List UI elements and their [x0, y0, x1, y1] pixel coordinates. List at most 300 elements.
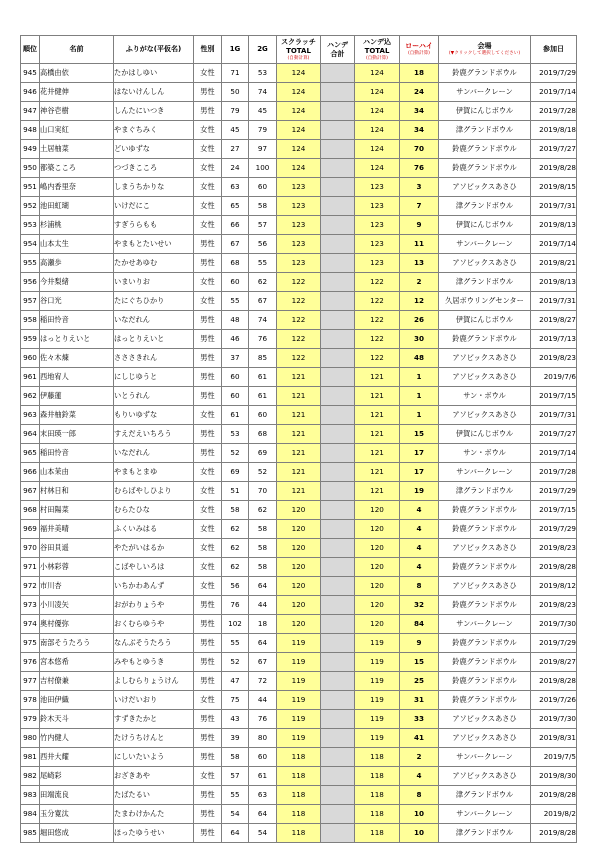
- game1-cell[interactable]: 62: [222, 558, 249, 577]
- game1-cell[interactable]: 58: [222, 748, 249, 767]
- handicap-cell[interactable]: [321, 330, 355, 349]
- handicap-cell[interactable]: [321, 482, 355, 501]
- game2-cell[interactable]: 44: [249, 691, 277, 710]
- gender-cell[interactable]: 男性: [194, 444, 222, 463]
- game2-cell[interactable]: 76: [249, 710, 277, 729]
- game2-cell[interactable]: 58: [249, 197, 277, 216]
- handicap-cell[interactable]: [321, 273, 355, 292]
- game1-cell[interactable]: 45: [222, 121, 249, 140]
- name-cell[interactable]: 末田瑛一郎: [40, 425, 114, 444]
- venue-select-cell[interactable]: 鈴鹿グランドボウル: [439, 653, 531, 672]
- game2-cell[interactable]: 62: [249, 273, 277, 292]
- date-cell[interactable]: 2019/8/23: [531, 539, 577, 558]
- game1-cell[interactable]: 53: [222, 425, 249, 444]
- game1-cell[interactable]: 67: [222, 235, 249, 254]
- handicap-cell[interactable]: [321, 140, 355, 159]
- gender-cell[interactable]: 男性: [194, 634, 222, 653]
- name-cell[interactable]: 鈴木天斗: [40, 710, 114, 729]
- game2-cell[interactable]: 58: [249, 520, 277, 539]
- gender-cell[interactable]: 男性: [194, 349, 222, 368]
- kana-cell[interactable]: ほったゆうせい: [114, 824, 194, 843]
- handicap-cell[interactable]: [321, 672, 355, 691]
- game2-cell[interactable]: 56: [249, 235, 277, 254]
- name-cell[interactable]: 市川杏: [40, 577, 114, 596]
- name-cell[interactable]: 尾崎彩: [40, 767, 114, 786]
- venue-select-cell[interactable]: 鈴鹿グランドボウル: [439, 159, 531, 178]
- game2-cell[interactable]: 45: [249, 102, 277, 121]
- name-cell[interactable]: 都築こころ: [40, 159, 114, 178]
- game2-cell[interactable]: 79: [249, 121, 277, 140]
- name-cell[interactable]: 宮本悠希: [40, 653, 114, 672]
- game1-cell[interactable]: 24: [222, 159, 249, 178]
- game1-cell[interactable]: 71: [222, 64, 249, 83]
- date-cell[interactable]: 2019/8/31: [531, 729, 577, 748]
- game2-cell[interactable]: 60: [249, 178, 277, 197]
- venue-select-cell[interactable]: 鈴鹿グランドボウル: [439, 330, 531, 349]
- game1-cell[interactable]: 43: [222, 710, 249, 729]
- game1-cell[interactable]: 58: [222, 501, 249, 520]
- date-cell[interactable]: 2019/7/31: [531, 197, 577, 216]
- gender-cell[interactable]: 男性: [194, 83, 222, 102]
- game1-cell[interactable]: 51: [222, 482, 249, 501]
- venue-select-cell[interactable]: 鈴鹿グランドボウル: [439, 558, 531, 577]
- venue-select-cell[interactable]: サン・ボウル: [439, 387, 531, 406]
- name-cell[interactable]: 山本太生: [40, 235, 114, 254]
- game1-cell[interactable]: 61: [222, 406, 249, 425]
- game2-cell[interactable]: 55: [249, 254, 277, 273]
- date-cell[interactable]: 2019/7/27: [531, 140, 577, 159]
- game2-cell[interactable]: 76: [249, 330, 277, 349]
- game2-cell[interactable]: 60: [249, 406, 277, 425]
- kana-cell[interactable]: たばたるい: [114, 786, 194, 805]
- kana-cell[interactable]: たかせあゆむ: [114, 254, 194, 273]
- gender-cell[interactable]: 男性: [194, 615, 222, 634]
- game1-cell[interactable]: 52: [222, 653, 249, 672]
- kana-cell[interactable]: しんたにいつき: [114, 102, 194, 121]
- kana-cell[interactable]: もりいゆずな: [114, 406, 194, 425]
- gender-cell[interactable]: 女性: [194, 558, 222, 577]
- gender-cell[interactable]: 男性: [194, 653, 222, 672]
- gender-cell[interactable]: 男性: [194, 368, 222, 387]
- venue-select-cell[interactable]: 伊賀にんじボウル: [439, 216, 531, 235]
- venue-select-cell[interactable]: 伊賀にんじボウル: [439, 102, 531, 121]
- game1-cell[interactable]: 37: [222, 349, 249, 368]
- name-cell[interactable]: 村田陽菜: [40, 501, 114, 520]
- name-cell[interactable]: 森井柚鈴菜: [40, 406, 114, 425]
- venue-select-cell[interactable]: 鈴鹿グランドボウル: [439, 634, 531, 653]
- handicap-cell[interactable]: [321, 444, 355, 463]
- game2-cell[interactable]: 54: [249, 824, 277, 843]
- handicap-cell[interactable]: [321, 349, 355, 368]
- venue-select-cell[interactable]: 鈴鹿グランドボウル: [439, 501, 531, 520]
- venue-select-cell[interactable]: 鈴鹿グランドボウル: [439, 672, 531, 691]
- kana-cell[interactable]: すずきたかと: [114, 710, 194, 729]
- game1-cell[interactable]: 60: [222, 387, 249, 406]
- venue-select-cell[interactable]: サンバークレーン: [439, 748, 531, 767]
- game1-cell[interactable]: 47: [222, 672, 249, 691]
- handicap-cell[interactable]: [321, 159, 355, 178]
- gender-cell[interactable]: 男性: [194, 311, 222, 330]
- handicap-cell[interactable]: [321, 83, 355, 102]
- date-cell[interactable]: 2019/7/26: [531, 691, 577, 710]
- handicap-cell[interactable]: [321, 653, 355, 672]
- kana-cell[interactable]: たけうちけんと: [114, 729, 194, 748]
- handicap-cell[interactable]: [321, 178, 355, 197]
- kana-cell[interactable]: にしいたいよう: [114, 748, 194, 767]
- game2-cell[interactable]: 18: [249, 615, 277, 634]
- handicap-cell[interactable]: [321, 748, 355, 767]
- game2-cell[interactable]: 58: [249, 539, 277, 558]
- date-cell[interactable]: 2019/8/30: [531, 767, 577, 786]
- date-cell[interactable]: 2019/8/13: [531, 273, 577, 292]
- name-cell[interactable]: 小川凌矢: [40, 596, 114, 615]
- gender-cell[interactable]: 女性: [194, 577, 222, 596]
- kana-cell[interactable]: やたがいはるか: [114, 539, 194, 558]
- game2-cell[interactable]: 64: [249, 805, 277, 824]
- handicap-cell[interactable]: [321, 235, 355, 254]
- gender-cell[interactable]: 女性: [194, 406, 222, 425]
- name-cell[interactable]: 嶋内香里奈: [40, 178, 114, 197]
- gender-cell[interactable]: 男性: [194, 824, 222, 843]
- gender-cell[interactable]: 男性: [194, 254, 222, 273]
- game2-cell[interactable]: 100: [249, 159, 277, 178]
- game1-cell[interactable]: 50: [222, 83, 249, 102]
- game2-cell[interactable]: 70: [249, 482, 277, 501]
- venue-select-cell[interactable]: 津グランドボウル: [439, 482, 531, 501]
- handicap-cell[interactable]: [321, 216, 355, 235]
- name-cell[interactable]: 神谷壱樹: [40, 102, 114, 121]
- game2-cell[interactable]: 53: [249, 64, 277, 83]
- kana-cell[interactable]: おくむらゆうや: [114, 615, 194, 634]
- name-cell[interactable]: 奥村優弥: [40, 615, 114, 634]
- venue-select-cell[interactable]: アソビックスあさひ: [439, 539, 531, 558]
- kana-cell[interactable]: むらたひな: [114, 501, 194, 520]
- kana-cell[interactable]: いけだにこ: [114, 197, 194, 216]
- gender-cell[interactable]: 女性: [194, 159, 222, 178]
- game1-cell[interactable]: 62: [222, 539, 249, 558]
- handicap-cell[interactable]: [321, 254, 355, 273]
- kana-cell[interactable]: やまぐちみく: [114, 121, 194, 140]
- game1-cell[interactable]: 68: [222, 254, 249, 273]
- gender-cell[interactable]: 女性: [194, 64, 222, 83]
- name-cell[interactable]: 池田伊織: [40, 691, 114, 710]
- name-cell[interactable]: 西地宥人: [40, 368, 114, 387]
- game1-cell[interactable]: 39: [222, 729, 249, 748]
- handicap-cell[interactable]: [321, 102, 355, 121]
- venue-select-cell[interactable]: 伊賀にんじボウル: [439, 311, 531, 330]
- game1-cell[interactable]: 62: [222, 520, 249, 539]
- kana-cell[interactable]: よしむらりょうけん: [114, 672, 194, 691]
- handicap-cell[interactable]: [321, 311, 355, 330]
- date-cell[interactable]: 2019/8/27: [531, 653, 577, 672]
- date-cell[interactable]: 2019/8/12: [531, 577, 577, 596]
- date-cell[interactable]: 2019/8/21: [531, 254, 577, 273]
- gender-cell[interactable]: 女性: [194, 539, 222, 558]
- game1-cell[interactable]: 60: [222, 273, 249, 292]
- kana-cell[interactable]: にしじゆうと: [114, 368, 194, 387]
- venue-select-cell[interactable]: 津グランドボウル: [439, 121, 531, 140]
- gender-cell[interactable]: 女性: [194, 140, 222, 159]
- date-cell[interactable]: 2019/7/31: [531, 406, 577, 425]
- handicap-cell[interactable]: [321, 292, 355, 311]
- handicap-cell[interactable]: [321, 634, 355, 653]
- game2-cell[interactable]: 97: [249, 140, 277, 159]
- venue-select-cell[interactable]: 鈴鹿グランドボウル: [439, 691, 531, 710]
- name-cell[interactable]: 南部そうたろう: [40, 634, 114, 653]
- game1-cell[interactable]: 46: [222, 330, 249, 349]
- game1-cell[interactable]: 66: [222, 216, 249, 235]
- kana-cell[interactable]: すえだえいちろう: [114, 425, 194, 444]
- date-cell[interactable]: 2019/8/28: [531, 824, 577, 843]
- date-cell[interactable]: 2019/7/30: [531, 615, 577, 634]
- handicap-cell[interactable]: [321, 710, 355, 729]
- date-cell[interactable]: 2019/7/31: [531, 292, 577, 311]
- handicap-cell[interactable]: [321, 368, 355, 387]
- gender-cell[interactable]: 女性: [194, 463, 222, 482]
- date-cell[interactable]: 2019/8/28: [531, 672, 577, 691]
- game1-cell[interactable]: 79: [222, 102, 249, 121]
- venue-select-cell[interactable]: サンバークレーン: [439, 805, 531, 824]
- gender-cell[interactable]: 男性: [194, 710, 222, 729]
- handicap-cell[interactable]: [321, 729, 355, 748]
- handicap-cell[interactable]: [321, 577, 355, 596]
- date-cell[interactable]: 2019/7/29: [531, 482, 577, 501]
- game2-cell[interactable]: 62: [249, 501, 277, 520]
- kana-cell[interactable]: いなだれん: [114, 311, 194, 330]
- game2-cell[interactable]: 72: [249, 672, 277, 691]
- game1-cell[interactable]: 52: [222, 444, 249, 463]
- kana-cell[interactable]: たにぐちひかり: [114, 292, 194, 311]
- name-cell[interactable]: 山本茉由: [40, 463, 114, 482]
- name-cell[interactable]: 西井大耀: [40, 748, 114, 767]
- handicap-cell[interactable]: [321, 197, 355, 216]
- name-cell[interactable]: 高瀬歩: [40, 254, 114, 273]
- game2-cell[interactable]: 64: [249, 577, 277, 596]
- date-cell[interactable]: 2019/7/28: [531, 463, 577, 482]
- date-cell[interactable]: 2019/8/28: [531, 786, 577, 805]
- kana-cell[interactable]: ふくいみはる: [114, 520, 194, 539]
- handicap-cell[interactable]: [321, 406, 355, 425]
- name-cell[interactable]: 高橋由依: [40, 64, 114, 83]
- game1-cell[interactable]: 55: [222, 634, 249, 653]
- venue-select-cell[interactable]: アソビックスあさひ: [439, 577, 531, 596]
- gender-cell[interactable]: 男性: [194, 748, 222, 767]
- name-cell[interactable]: 谷口光: [40, 292, 114, 311]
- gender-cell[interactable]: 男性: [194, 672, 222, 691]
- venue-select-cell[interactable]: アソビックスあさひ: [439, 178, 531, 197]
- game2-cell[interactable]: 60: [249, 748, 277, 767]
- date-cell[interactable]: 2019/8/13: [531, 216, 577, 235]
- kana-cell[interactable]: いまいりお: [114, 273, 194, 292]
- game1-cell[interactable]: 64: [222, 824, 249, 843]
- kana-cell[interactable]: はないけんしん: [114, 83, 194, 102]
- game2-cell[interactable]: 74: [249, 83, 277, 102]
- date-cell[interactable]: 2019/7/14: [531, 83, 577, 102]
- game1-cell[interactable]: 102: [222, 615, 249, 634]
- venue-select-cell[interactable]: 鈴鹿グランドボウル: [439, 64, 531, 83]
- name-cell[interactable]: 花井健伸: [40, 83, 114, 102]
- name-cell[interactable]: 伊藤蓮: [40, 387, 114, 406]
- game2-cell[interactable]: 80: [249, 729, 277, 748]
- handicap-cell[interactable]: [321, 691, 355, 710]
- venue-select-cell[interactable]: 津グランドボウル: [439, 273, 531, 292]
- date-cell[interactable]: 2019/7/15: [531, 387, 577, 406]
- name-cell[interactable]: 田端流良: [40, 786, 114, 805]
- venue-select-cell[interactable]: アソビックスあさひ: [439, 710, 531, 729]
- gender-cell[interactable]: 男性: [194, 729, 222, 748]
- date-cell[interactable]: 2019/8/18: [531, 121, 577, 140]
- venue-select-cell[interactable]: サン・ボウル: [439, 444, 531, 463]
- gender-cell[interactable]: 女性: [194, 292, 222, 311]
- date-cell[interactable]: 2019/8/2: [531, 805, 577, 824]
- handicap-cell[interactable]: [321, 786, 355, 805]
- kana-cell[interactable]: つづきこころ: [114, 159, 194, 178]
- name-cell[interactable]: 福井美晴: [40, 520, 114, 539]
- date-cell[interactable]: 2019/7/6: [531, 368, 577, 387]
- game1-cell[interactable]: 27: [222, 140, 249, 159]
- kana-cell[interactable]: はっとりえいと: [114, 330, 194, 349]
- game2-cell[interactable]: 67: [249, 653, 277, 672]
- venue-select-cell[interactable]: 久居ボウリングセンター: [439, 292, 531, 311]
- kana-cell[interactable]: やまもとたいせい: [114, 235, 194, 254]
- gender-cell[interactable]: 男性: [194, 596, 222, 615]
- venue-select-cell[interactable]: アソビックスあさひ: [439, 729, 531, 748]
- date-cell[interactable]: 2019/7/14: [531, 235, 577, 254]
- name-cell[interactable]: 土居柚菜: [40, 140, 114, 159]
- name-cell[interactable]: 谷田貝遥: [40, 539, 114, 558]
- date-cell[interactable]: 2019/7/29: [531, 64, 577, 83]
- handicap-cell[interactable]: [321, 387, 355, 406]
- game2-cell[interactable]: 64: [249, 634, 277, 653]
- kana-cell[interactable]: いけだいおり: [114, 691, 194, 710]
- handicap-cell[interactable]: [321, 824, 355, 843]
- date-cell[interactable]: 2019/7/27: [531, 425, 577, 444]
- game1-cell[interactable]: 63: [222, 178, 249, 197]
- name-cell[interactable]: 山口実紅: [40, 121, 114, 140]
- venue-select-cell[interactable]: アソビックスあさひ: [439, 368, 531, 387]
- gender-cell[interactable]: 女性: [194, 273, 222, 292]
- name-cell[interactable]: 今井梨緒: [40, 273, 114, 292]
- handicap-cell[interactable]: [321, 539, 355, 558]
- kana-cell[interactable]: しまうちかりな: [114, 178, 194, 197]
- date-cell[interactable]: 2019/7/13: [531, 330, 577, 349]
- game1-cell[interactable]: 48: [222, 311, 249, 330]
- game2-cell[interactable]: 57: [249, 216, 277, 235]
- handicap-cell[interactable]: [321, 615, 355, 634]
- gender-cell[interactable]: 女性: [194, 767, 222, 786]
- date-cell[interactable]: 2019/7/29: [531, 634, 577, 653]
- gender-cell[interactable]: 女性: [194, 121, 222, 140]
- venue-select-cell[interactable]: 津グランドボウル: [439, 197, 531, 216]
- handicap-cell[interactable]: [321, 805, 355, 824]
- venue-select-cell[interactable]: 鈴鹿グランドボウル: [439, 596, 531, 615]
- game2-cell[interactable]: 74: [249, 311, 277, 330]
- kana-cell[interactable]: みやもとゆうき: [114, 653, 194, 672]
- venue-select-cell[interactable]: サンバークレーン: [439, 615, 531, 634]
- venue-select-cell[interactable]: 津グランドボウル: [439, 786, 531, 805]
- name-cell[interactable]: はっとりえいと: [40, 330, 114, 349]
- kana-cell[interactable]: こばやしいろは: [114, 558, 194, 577]
- game1-cell[interactable]: 75: [222, 691, 249, 710]
- name-cell[interactable]: 杉浦桃: [40, 216, 114, 235]
- kana-cell[interactable]: むらばやしひより: [114, 482, 194, 501]
- game2-cell[interactable]: 68: [249, 425, 277, 444]
- date-cell[interactable]: 2019/7/29: [531, 520, 577, 539]
- kana-cell[interactable]: いなだれん: [114, 444, 194, 463]
- kana-cell[interactable]: たまわけかんた: [114, 805, 194, 824]
- date-cell[interactable]: 2019/8/27: [531, 311, 577, 330]
- venue-select-cell[interactable]: サンバークレーン: [439, 83, 531, 102]
- gender-cell[interactable]: 男性: [194, 102, 222, 121]
- name-cell[interactable]: 玉分寛汰: [40, 805, 114, 824]
- gender-cell[interactable]: 女性: [194, 482, 222, 501]
- venue-select-cell[interactable]: サンバークレーン: [439, 463, 531, 482]
- venue-select-cell[interactable]: アソビックスあさひ: [439, 254, 531, 273]
- venue-select-cell[interactable]: 鈴鹿グランドボウル: [439, 140, 531, 159]
- kana-cell[interactable]: どいゆずな: [114, 140, 194, 159]
- kana-cell[interactable]: おざきあや: [114, 767, 194, 786]
- game1-cell[interactable]: 65: [222, 197, 249, 216]
- date-cell[interactable]: 2019/8/23: [531, 349, 577, 368]
- venue-select-cell[interactable]: サンバークレーン: [439, 235, 531, 254]
- name-cell[interactable]: 小林彩蓉: [40, 558, 114, 577]
- venue-select-cell[interactable]: アソビックスあさひ: [439, 767, 531, 786]
- game2-cell[interactable]: 44: [249, 596, 277, 615]
- game1-cell[interactable]: 54: [222, 805, 249, 824]
- venue-select-cell[interactable]: アソビックスあさひ: [439, 406, 531, 425]
- gender-cell[interactable]: 女性: [194, 520, 222, 539]
- date-cell[interactable]: 2019/7/30: [531, 710, 577, 729]
- venue-select-cell[interactable]: 津グランドボウル: [439, 824, 531, 843]
- venue-select-cell[interactable]: アソビックスあさひ: [439, 349, 531, 368]
- venue-select-cell[interactable]: 鈴鹿グランドボウル: [439, 520, 531, 539]
- handicap-cell[interactable]: [321, 501, 355, 520]
- kana-cell[interactable]: やまもとまゆ: [114, 463, 194, 482]
- game2-cell[interactable]: 58: [249, 558, 277, 577]
- game2-cell[interactable]: 52: [249, 463, 277, 482]
- kana-cell[interactable]: さささきれん: [114, 349, 194, 368]
- venue-select-cell[interactable]: 伊賀にんじボウル: [439, 425, 531, 444]
- kana-cell[interactable]: たかはしゆい: [114, 64, 194, 83]
- gender-cell[interactable]: 女性: [194, 691, 222, 710]
- gender-cell[interactable]: 女性: [194, 178, 222, 197]
- gender-cell[interactable]: 男性: [194, 786, 222, 805]
- game1-cell[interactable]: 69: [222, 463, 249, 482]
- game2-cell[interactable]: 67: [249, 292, 277, 311]
- gender-cell[interactable]: 女性: [194, 501, 222, 520]
- game1-cell[interactable]: 55: [222, 786, 249, 805]
- game1-cell[interactable]: 76: [222, 596, 249, 615]
- handicap-cell[interactable]: [321, 121, 355, 140]
- handicap-cell[interactable]: [321, 558, 355, 577]
- gender-cell[interactable]: 男性: [194, 235, 222, 254]
- gender-cell[interactable]: 女性: [194, 216, 222, 235]
- gender-cell[interactable]: 男性: [194, 805, 222, 824]
- gender-cell[interactable]: 男性: [194, 425, 222, 444]
- name-cell[interactable]: 村林日和: [40, 482, 114, 501]
- handicap-cell[interactable]: [321, 767, 355, 786]
- handicap-cell[interactable]: [321, 463, 355, 482]
- handicap-cell[interactable]: [321, 596, 355, 615]
- name-cell[interactable]: 佐々木煉: [40, 349, 114, 368]
- handicap-cell[interactable]: [321, 520, 355, 539]
- game2-cell[interactable]: 61: [249, 767, 277, 786]
- name-cell[interactable]: 吉村僚兼: [40, 672, 114, 691]
- date-cell[interactable]: 2019/8/28: [531, 159, 577, 178]
- gender-cell[interactable]: 男性: [194, 387, 222, 406]
- name-cell[interactable]: 稲田怜音: [40, 311, 114, 330]
- name-cell[interactable]: 堀田悠成: [40, 824, 114, 843]
